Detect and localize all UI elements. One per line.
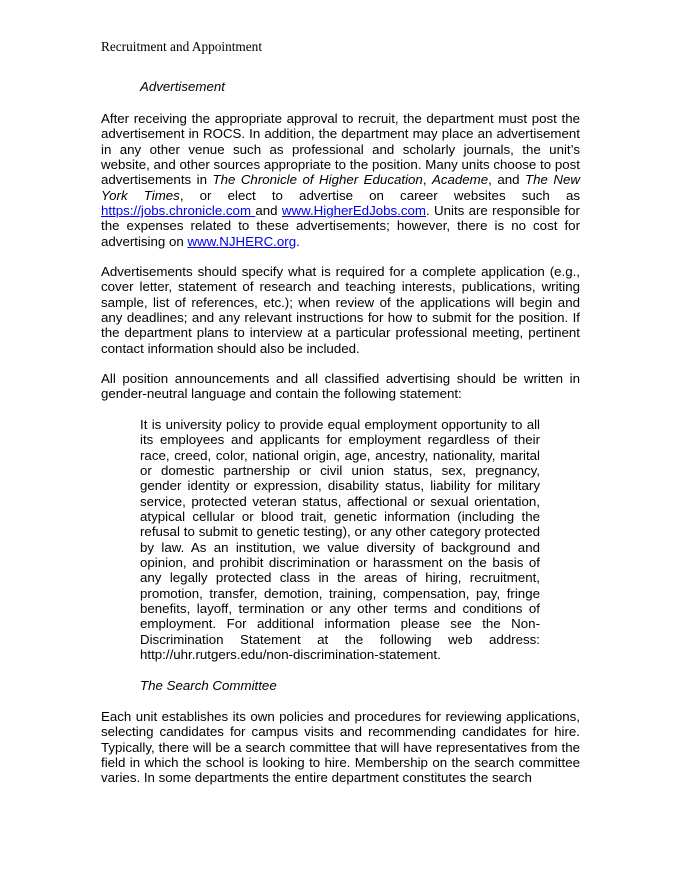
section-heading-search-committee: The Search Committee <box>140 678 277 693</box>
text-run: . Units are responsible for the expenses related to these advertisements; however, there is no cost for advertising on <box>101 203 580 249</box>
running-header: Recruitment and Appointment <box>101 39 263 54</box>
link-njherc[interactable]: www.NJHERC.org <box>187 233 297 249</box>
text-run: , <box>422 172 432 188</box>
link-chronicle-jobs[interactable]: https://jobs.chronicle.com <box>101 203 256 219</box>
text-run: , and <box>488 172 525 188</box>
text-run: After receiving the appropriate approval to recruit, the department must post the advertisement in ROCS. In addition, the department may place an advertisement in any other venue such as professional and scholarly journals, the unit’s website, and other sources appropriate to the position. Many units choose to post advertisements in <box>101 111 580 188</box>
publication-title: The New York Times <box>101 172 580 203</box>
equal-opportunity-statement: It is university policy to provide equal employment opportunity to all its employees and applicants for employment regardless of their race, creed, color, national origin, age, ancestry, nationality, marital or domestic partnership or civil union status, sex, pregnancy, gender identity or expression, disability status, liability for military service, protected veteran status, affectional or sexual orientation, atypical cellular or blood trait, genetic information (including the refusal to submit to genetic testing), or any other category protected by law. As an institution, we value diversity of background and opinion, and prohibit discrimination or harassment on the basis of any legally protected class in the areas of hiring, recruitment, promotion, transfer, demotion, training, compensation, pay, fringe benefits, layoff, termination or any other terms and conditions of employment. For additional information please see the Non-Discrimination Statement at the following web address: http://uhr.rutgers.edu/non-discrimination-statement. <box>140 417 540 663</box>
link-higheredjobs[interactable]: www.HigherEdJobs.com <box>281 203 426 219</box>
paragraph-advertising-venues <box>101 111 580 249</box>
paragraph-gender-neutral: All position announcements and all classified advertising should be written in gender-neutral language and contain the following statement: <box>101 371 580 402</box>
publication-title: The Chronicle of Higher Education <box>212 172 423 188</box>
text-run: and <box>255 203 282 219</box>
paragraph-advertisement-requirements: Advertisements should specify what is required for a complete application (e.g., cover letter, statement of research and teaching interests, publications, writing sample, list of references, etc.); when review of the applications will begin and any deadlines; and any relevant instructions for how to submit for the position. If the department plans to interview at a particular professional meeting, pertinent contact information should also be included. <box>101 264 580 356</box>
paragraph-search-committee: Each unit establishes its own policies and procedures for reviewing applications, selecting candidates for campus visits and recommending candidates for hire. Typically, there will be a search committee that will have representatives from the field in which the school is looking to hire. Membership on the search committee varies. In some departments the entire department constitutes the search <box>101 709 580 786</box>
section-heading-advertisement: Advertisement <box>140 79 225 94</box>
text-run: . <box>296 233 300 249</box>
publication-title: Academe <box>431 172 489 188</box>
text-run: , or elect to advertise on career websites such as <box>179 187 580 203</box>
